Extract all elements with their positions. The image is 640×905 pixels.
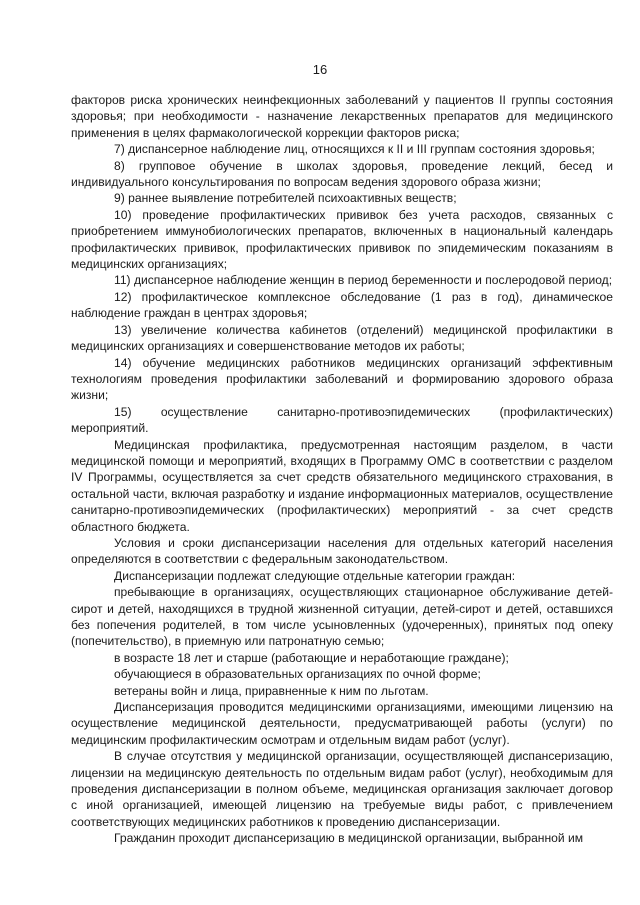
paragraph-citizen-choice: Гражданин проходит диспансеризацию в медицинской организации, выбранной им	[114, 831, 584, 846]
list-item-14: 14) обучение медицинских работников медицинских организаций эффективным технологиям проведения профилактики заболеваний и формированию здорового образа жизни;	[71, 355, 613, 403]
list-item-9: 9) раннее выявление потребителей психоактивных веществ;	[114, 191, 457, 206]
category-veterans: ветераны войн и лица, приравненные к ним по льготам.	[114, 683, 429, 698]
paragraph-licensing: Диспансеризация проводится медицинскими организациями, имеющими лицензию на осуществление медицинской деятельности, предусматривающей работы (услуги) по медицинским профилактическим осмотрам и отдельным видам работ (услуг).	[71, 700, 613, 747]
paragraph-prevention-funding: Медицинская профилактика, предусмотренная настоящим разделом, в части медицинской помощи и мероприятий, входящих в Программу ОМС в соответствии с разделом IV Программы, осуществляется за счет средств обязательного медицинского страхования, в остальной части, включая разработку и издание информационных материалов, осуществление санитарно-противоэпидемических (профилактических) мероприятий - за счет средств областного бюджета.	[71, 437, 613, 534]
paragraph-dispensary-terms: Условия и сроки диспансеризации населения для отдельных категорий населения определяются в соответствии с федеральным законодательством.	[71, 535, 613, 567]
list-item-10: 10) проведение профилактических прививок без учета расходов, связанных с приобретением иммунобиологических препаратов, включенных в национальный календарь профилактических прививок, профилактических прививок по эпидемическим показаниям в медицинских организациях;	[71, 207, 613, 272]
list-item-7: 7) диспансерное наблюдение лиц, относящихся к II и III группам состояния здоровья;	[114, 142, 595, 157]
list-item-13: 13) увеличение количества кабинетов (отделений) медицинской профилактики в медицинских организациях и совершенствование методов их работы;	[71, 322, 613, 354]
list-item-11: 11) диспансерное наблюдение женщин в период беременности и послеродовой период;	[114, 273, 613, 288]
paragraph-continuation: факторов риска хронических неинфекционных заболеваний у пациентов II группы состояния здоровья; при необходимости - назначение лекарственных препаратов для медицинского применения в целях фармакологической коррекции факторов риска;	[71, 93, 613, 140]
list-item-8: 8) групповое обучение в школах здоровья, проведение лекций, бесед и индивидуального консультирования по вопросам ведения здорового образа жизни;	[71, 158, 613, 190]
list-item-15: 15) осуществление санитарно-противоэпидемических (профилактических) мероприятий.	[71, 404, 613, 436]
paragraph-categories-intro: Диспансеризации подлежат следующие отдельные категории граждан:	[114, 568, 516, 583]
category-orphans: пребывающие в организациях, осуществляющих стационарное обслуживание детей-сирот и детей, находящихся в трудной жизненной ситуации, детей-сирот и детей, оставшихся без попечения родителей, в том числе усыновленных (удочеренных), принятых под опеку (попечительство), в приемную или патронатную семью;	[71, 585, 613, 649]
document-body	[71, 92, 613, 847]
paragraph-contract: В случае отсутствия у медицинской организации, осуществляющей диспансеризацию, лицензии на медицинскую деятельность по отдельным видам работ (услуг), необходимым для проведения диспансеризации в полном объеме, медицинская организация заключает договор с иной организацией, имеющей лицензию на требуемые виды работ, с привлечением соответствующих медицинских работников к проведению диспансеризации.	[71, 749, 613, 829]
category-students: обучающиеся в образовательных организациях по очной форме;	[114, 667, 481, 682]
page-number: 16	[312, 62, 328, 77]
list-item-12: 12) профилактическое комплексное обследование (1 раз в год), динамическое наблюдение граждан в центрах здоровья;	[71, 289, 613, 321]
category-adults: в возрасте 18 лет и старше (работающие и неработающие граждане);	[114, 650, 509, 665]
